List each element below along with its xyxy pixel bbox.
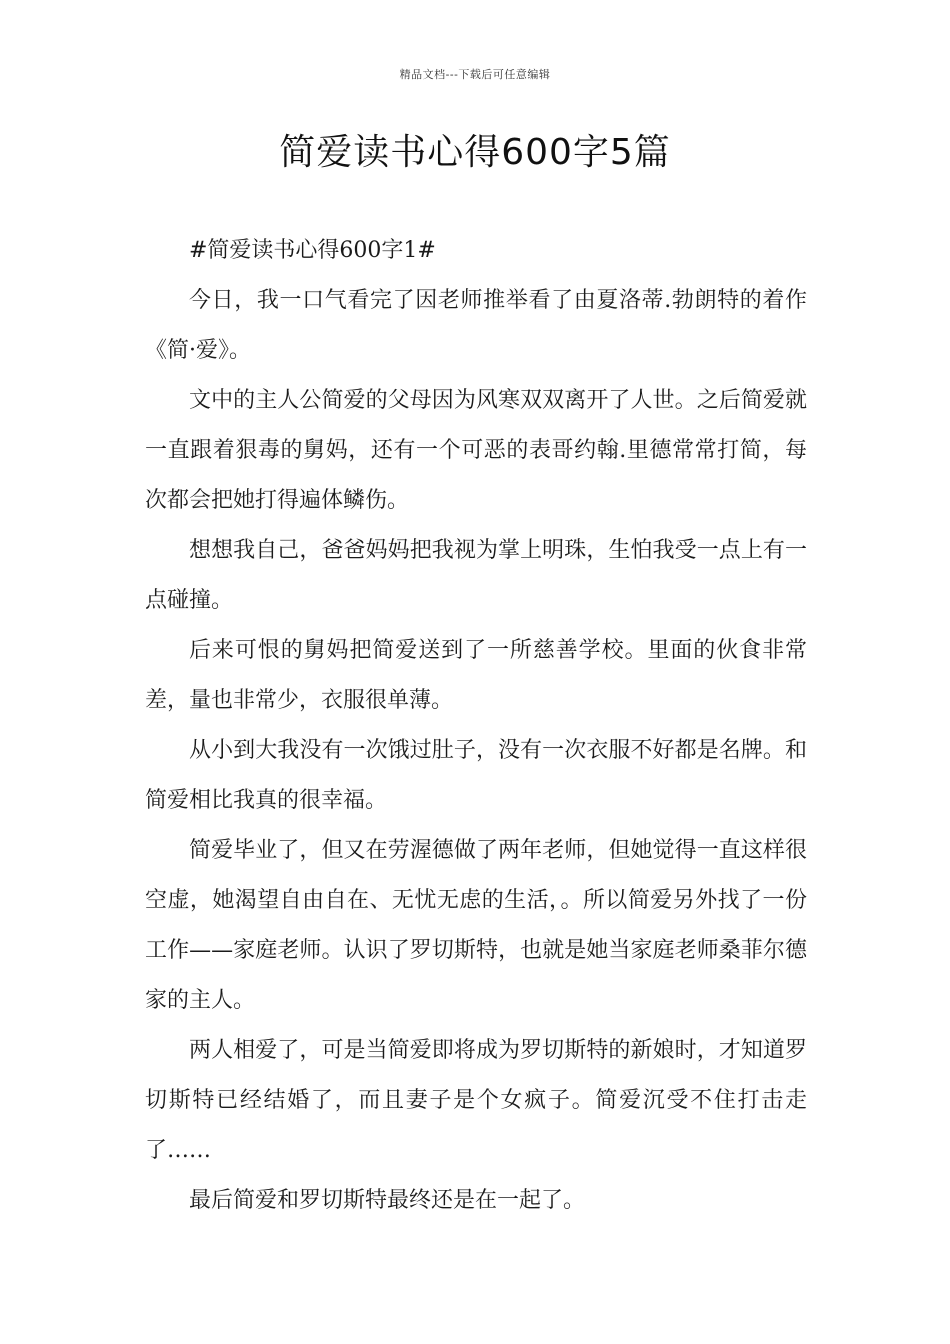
paragraph: 今日，我一口气看完了因老师推举看了由夏洛蒂.勃朗特的着作《简·爱》。	[145, 288, 807, 363]
paragraph: 文中的主人公简爱的父母因为风寒双双离开了人世。之后简爱就一直跟着狠毒的舅妈，还有一个可恶的表哥约翰.里德常常打简，每次都会把她打得遍体鳞伤。	[145, 388, 807, 513]
paragraph: 简爱毕业了，但又在劳渥德做了两年老师，但她觉得一直这样很空虚，她渴望自由自在、无忧无虑的生活，。所以简爱另外找了一份工作——家庭老师。认识了罗切斯特，也就是她当家庭老师桑菲尔德家的主人。	[145, 838, 807, 1013]
paragraph: 从小到大我没有一次饿过肚子，没有一次衣服不好都是名牌。和简爱相比我真的很幸福。	[145, 738, 807, 813]
paragraph: 后来可恨的舅妈把简爱送到了一所慈善学校。里面的伙食非常差，量也非常少，衣服很单薄。	[145, 638, 807, 713]
paragraph: 两人相爱了，可是当简爱即将成为罗切斯特的新娘时，才知道罗切斯特已经结婚了，而且妻子是个女疯子。简爱沉受不住打击走了……	[145, 1038, 807, 1163]
document-title: 简爱读书心得600字5篇	[279, 132, 671, 173]
paragraph: 想想我自己，爸爸妈妈把我视为掌上明珠，生怕我受一点上有一点碰撞。	[145, 538, 807, 613]
document-body	[145, 226, 807, 1226]
paragraph: 最后简爱和罗切斯特最终还是在一起了。	[189, 1188, 586, 1213]
page-header-note: 精品文档---下载后可任意编辑	[399, 68, 551, 81]
section-heading: #简爱读书心得600字1#	[189, 238, 436, 263]
